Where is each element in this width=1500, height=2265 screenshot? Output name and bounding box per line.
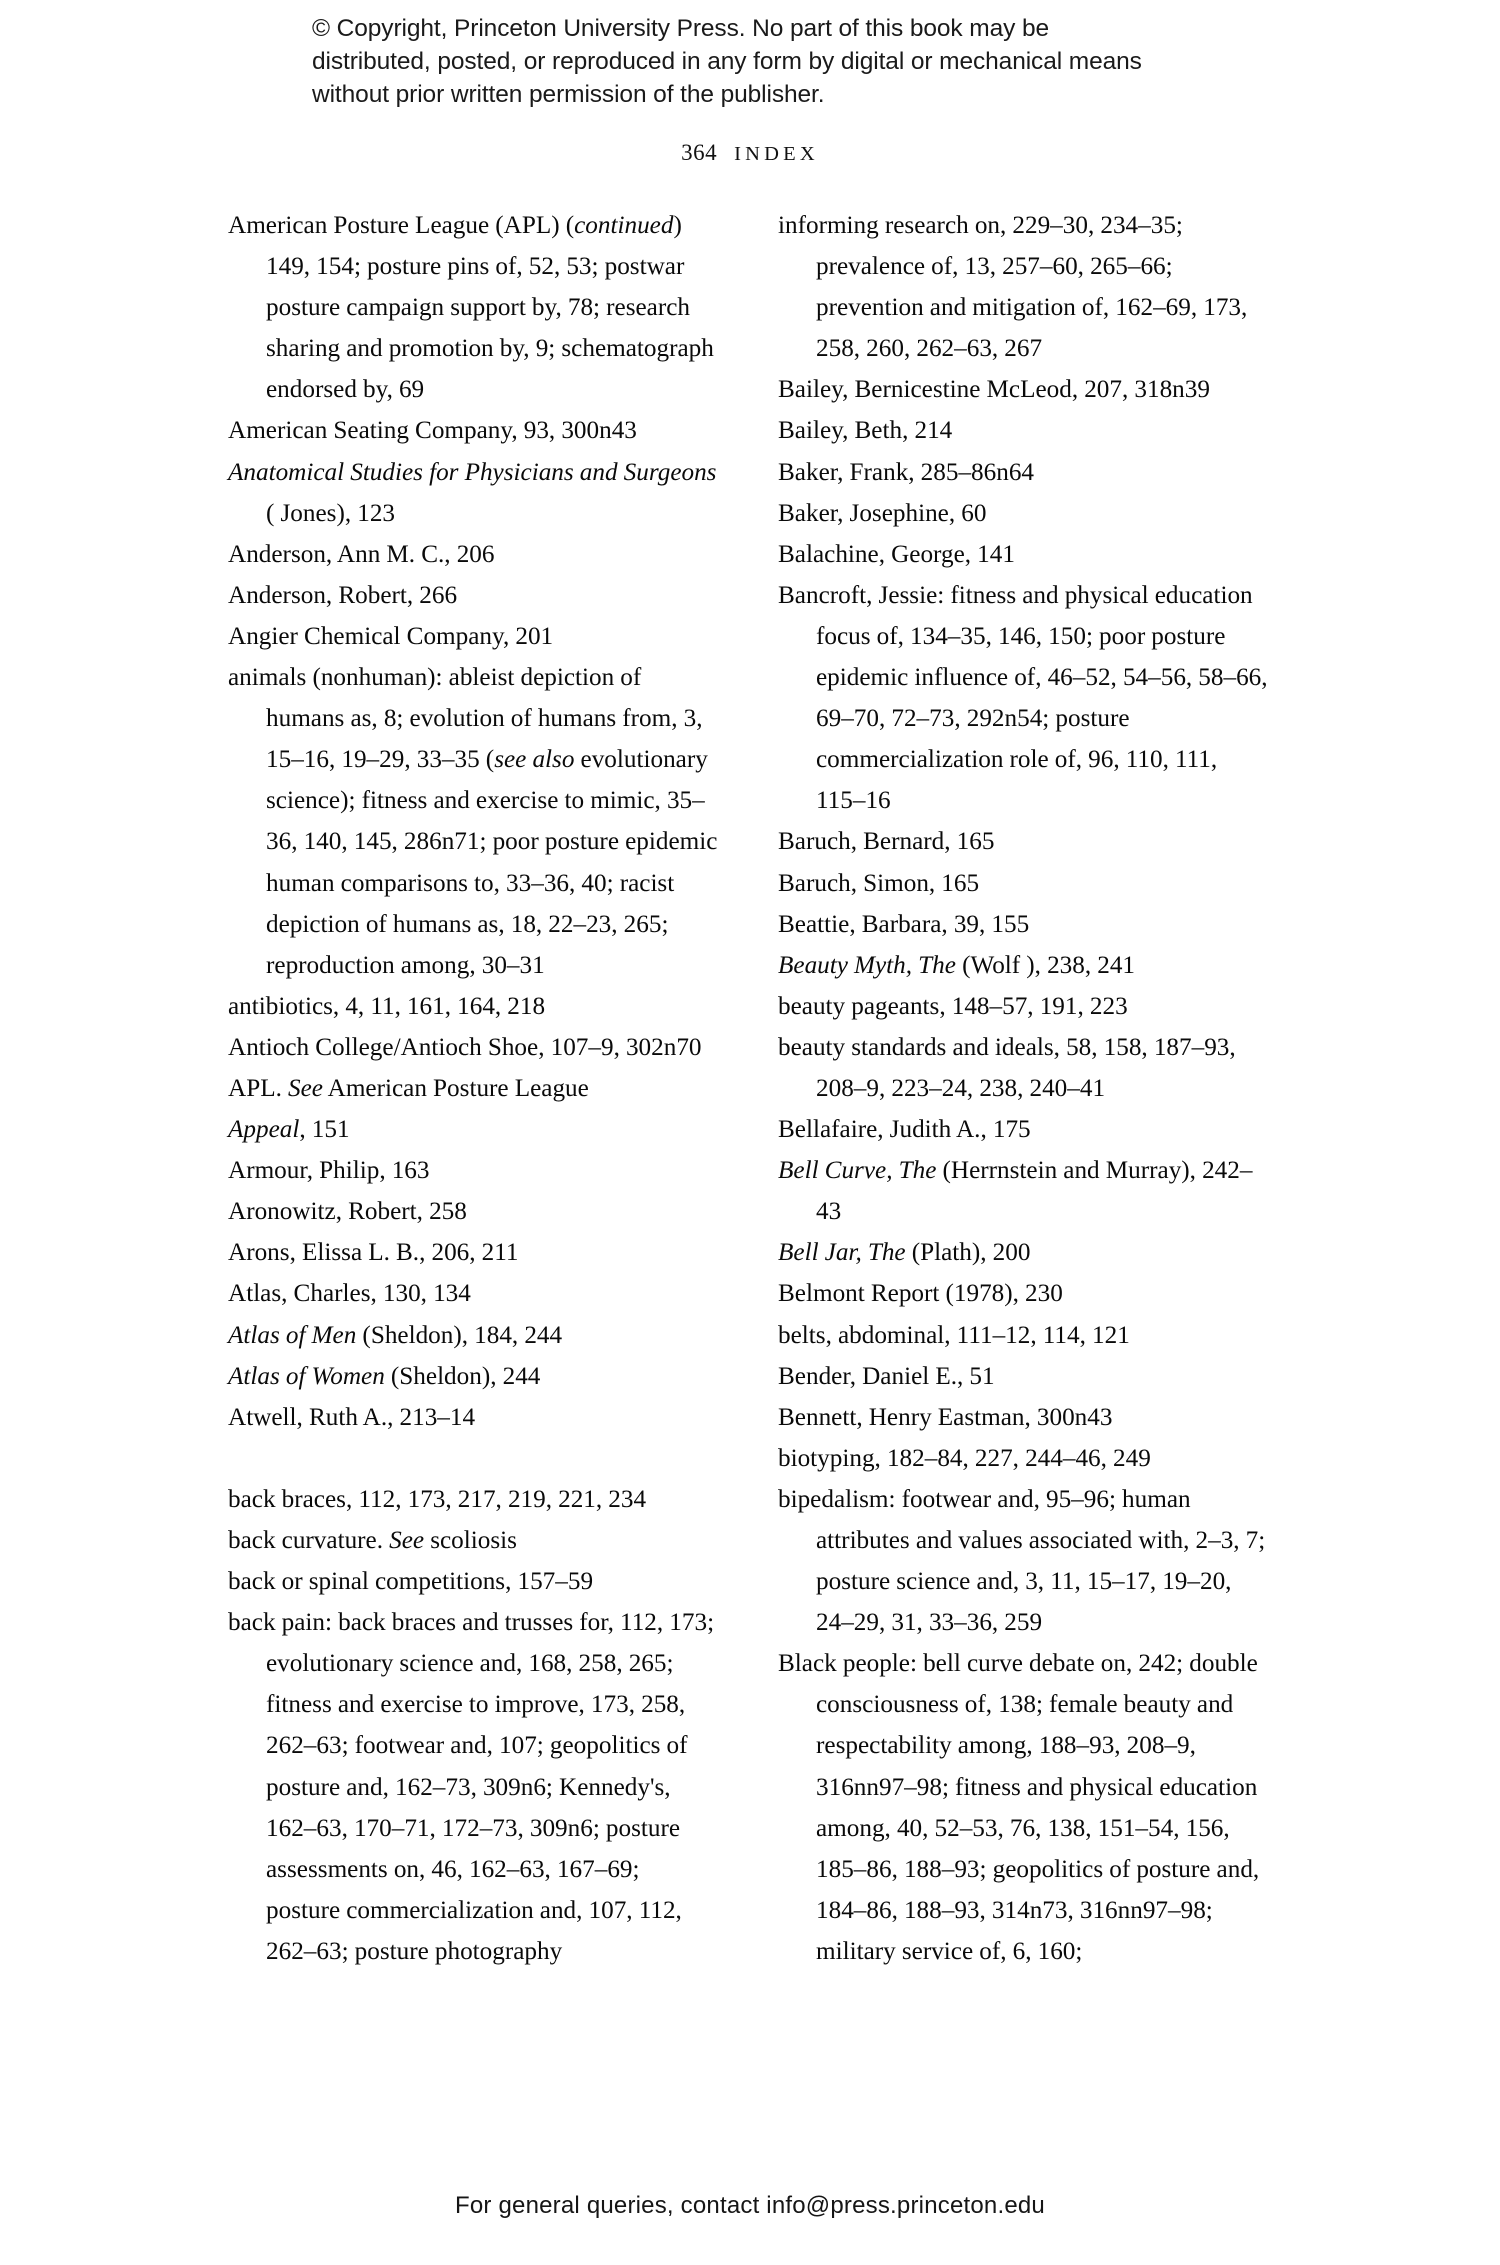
- index-entry: Bailey, Beth, 214: [778, 417, 953, 445]
- index-entry: Arons, Elissa L. B., 206, 211: [228, 1239, 519, 1267]
- index-entry: Bender, Daniel E., 51: [778, 1362, 995, 1390]
- index-entry: back curvature. See scoliosis: [228, 1527, 517, 1554]
- index-entry: Beauty Myth, The (Wolf ), 238, 241: [778, 951, 1136, 979]
- index-entry: Angier Chemical Company, 201: [228, 622, 554, 650]
- index-entry: Baruch, Bernard, 165: [778, 828, 995, 856]
- index-entry: informing research on, 229–30, 234–35; prevalence of, 13, 257–60, 265–66; prevention and mitigation of, 162–69, 173, 258, 260, 262–63, 267: [778, 212, 1254, 363]
- index-entry: Beattie, Barbara, 39, 155: [778, 910, 1030, 938]
- footer-queries-line: For general queries, contact info@press.princeton.edu: [455, 2192, 1045, 2219]
- index-entry: beauty standards and ideals, 58, 158, 187–93, 208–9, 223–24, 238, 240–41: [778, 1033, 1242, 1102]
- index-entry: Baruch, Simon, 165: [778, 869, 980, 897]
- index-entry: Baker, Frank, 285–86n64: [778, 458, 1035, 486]
- index-entry: Antioch College/Antioch Shoe, 107–9, 302n70: [228, 1033, 702, 1061]
- index-entry: Balachine, George, 141: [778, 540, 1015, 568]
- index-entry: Belmont Report (1978), 230: [778, 1280, 1063, 1308]
- index-entry: Bellafaire, Judith A., 175: [778, 1116, 1031, 1144]
- index-entry: Anderson, Ann M. C., 206: [228, 540, 495, 568]
- index-entry: Bancroft, Jessie: fitness and physical education focus of, 134–35, 146, 150; poor posture epidemic influence of, 46–52, 54–56, 58–66, 69–70, 72–73, 292n54; posture commercialization role of, 96, 110, 111, 115–16: [778, 581, 1274, 815]
- index-column-right: [778, 205, 1274, 1972]
- index-entry: biotyping, 182–84, 227, 244–46, 249: [778, 1444, 1151, 1472]
- running-head: [0, 140, 1500, 166]
- index-body: [0, 205, 1500, 1975]
- index-entry: animals (nonhuman): ableist depiction of humans as, 8; evolution of humans from, 3, 15–16, 19–29, 33–35 (see also evolutionary science); fitness and exercise to mimic, 35–36, 140, 145, 286n71; poor posture epidemic human comparisons to, 33–36, 40; racist depiction of humans as, 18, 22–23, 265; reproduction among, 30–31: [228, 664, 724, 979]
- copyright-notice: © Copyright, Princeton University Press. No part of this book may be distributed, posted, or reproduced in any form by digital or mechanical means without prior written permission of the publisher.: [312, 15, 1142, 108]
- index-entry: back or spinal competitions, 157–59: [228, 1568, 594, 1596]
- page-folio-number: 364: [681, 140, 718, 165]
- index-entry: beauty pageants, 148–57, 191, 223: [778, 992, 1128, 1020]
- index-entry: Anderson, Robert, 266: [228, 581, 458, 609]
- index-column-left: [228, 205, 724, 1972]
- index-entry: bipedalism: footwear and, 95–96; human attributes and values associated with, 2–3, 7; posture science and, 3, 11, 15–17, 19–20, 24–29, 31, 33–36, 259: [778, 1485, 1272, 1637]
- index-entry: Aronowitz, Robert, 258: [228, 1198, 467, 1226]
- index-entry: Black people: bell curve debate on, 242; double consciousness of, 138; female beauty and respectability among, 188–93, 208–9, 316nn97–98; fitness and physical education among, 40, 52–53, 76, 138, 151–54, 156, 185–86, 188–93; geopolitics of posture and, 184–86, 188–93, 314n73, 316nn97–98; military service of, 6, 160;: [778, 1650, 1266, 1965]
- index-entry: Atlas, Charles, 130, 134: [228, 1280, 471, 1308]
- index-entry: [228, 1438, 718, 1479]
- index-entry: American Posture League (APL) (continued) 149, 154; posture pins of, 52, 53; postwar posture campaign support by, 78; research sharing and promotion by, 9; schematograph endorsed by, 69: [228, 212, 720, 404]
- index-entry: back braces, 112, 173, 217, 219, 221, 234: [228, 1485, 647, 1513]
- index-entry: Bennett, Henry Eastman, 300n43: [778, 1403, 1113, 1431]
- index-entry: Baker, Josephine, 60: [778, 499, 987, 527]
- index-entry: Bell Jar, The (Plath), 200: [778, 1239, 1031, 1267]
- running-head-title: INDEX: [734, 143, 819, 165]
- index-entry: Bell Curve, The (Herrnstein and Murray), 242–43: [778, 1157, 1253, 1226]
- index-entry: American Seating Company, 93, 300n43: [228, 417, 637, 445]
- index-entry: back pain: back braces and trusses for, 112, 173; evolutionary science and, 168, 258, 265; fitness and exercise to improve, 173, 258, 262–63; footwear and, 107; geopolitics of posture and, 162–73, 309n6; Kennedy's, 162–63, 170–71, 172–73, 309n6; posture assessments on, 46, 162–63, 167–69; posture commercialization and, 107, 112, 262–63; posture photography: [228, 1609, 721, 1965]
- index-entry: Appeal, 151: [228, 1116, 350, 1144]
- index-entry: Atlas of Women (Sheldon), 244: [228, 1362, 541, 1390]
- index-entry: APL. See American Posture League: [228, 1074, 589, 1102]
- index-entry: Armour, Philip, 163: [228, 1157, 430, 1185]
- index-entry: antibiotics, 4, 11, 161, 164, 218: [228, 992, 546, 1020]
- index-entry: Anatomical Studies for Physicians and Surgeons ( Jones), 123: [228, 458, 723, 527]
- index-entry: Bailey, Bernicestine McLeod, 207, 318n39: [778, 376, 1210, 404]
- index-entry: Atlas of Men (Sheldon), 184, 244: [228, 1321, 563, 1349]
- index-entry: Atwell, Ruth A., 213–14: [228, 1403, 476, 1431]
- index-entry: belts, abdominal, 111–12, 114, 121: [778, 1321, 1130, 1349]
